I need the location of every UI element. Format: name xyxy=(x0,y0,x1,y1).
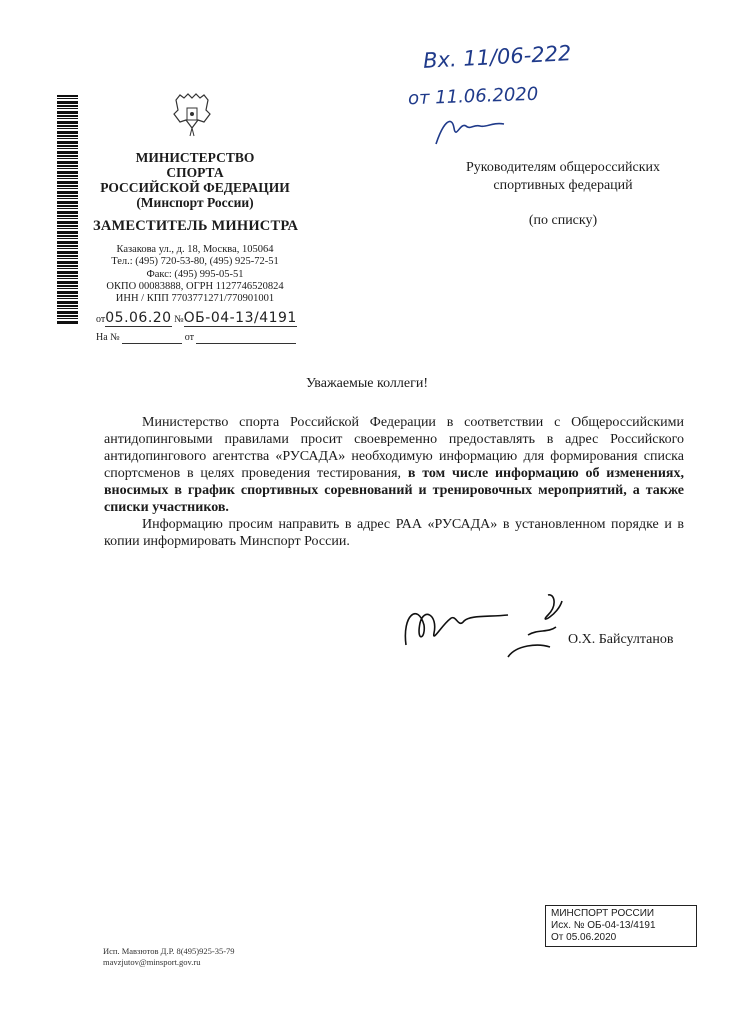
in-reply-label: На № xyxy=(96,332,120,343)
org-line: (Минспорт России) xyxy=(136,195,254,210)
outgoing-date: 05.06.20 xyxy=(105,310,172,326)
recipient-note: (по списку) xyxy=(528,213,598,228)
incoming-date: от 11.06.2020 xyxy=(407,83,539,110)
org-line: РОССИЙСКОЙ ФЕДЕРАЦИИ xyxy=(100,180,290,195)
barcode xyxy=(57,95,78,325)
executor-line: Исп. Мавзютов Д.Р. 8(495)925-35-79 xyxy=(103,946,235,956)
in-reply-date-line xyxy=(196,332,296,344)
contact-block xyxy=(90,244,300,305)
incoming-signature-icon xyxy=(430,112,510,152)
recipient-line: Руководителям общероссийских xyxy=(465,160,661,175)
paragraph: Информацию просим направить в адрес РАА «РУСАДА» в установленном порядке и в копии информировать Минспорт России. xyxy=(104,517,684,549)
outgoing-number: ОБ-04-13/4191 xyxy=(183,310,297,326)
org-line: МИНИСТЕРСТВО xyxy=(135,150,255,165)
executor-info xyxy=(103,946,235,968)
paragraph xyxy=(104,414,684,516)
contact-line: Казакова ул., д. 18, Москва, 105064 xyxy=(116,244,274,255)
in-reply-from-label: от xyxy=(184,332,194,343)
signatory-name: О.Х. Байсултанов xyxy=(568,632,674,647)
number-label: № xyxy=(174,314,184,325)
registration-box xyxy=(545,905,697,947)
in-reply-number-line xyxy=(122,332,182,344)
contact-line: ИНН / КПП 7703771271/770901001 xyxy=(115,293,275,305)
reg-line: Исх. № ОБ-04-13/4191 xyxy=(551,920,656,931)
incoming-number: Вх. 11/06-222 xyxy=(422,41,572,73)
recipient-block xyxy=(448,159,678,195)
coat-of-arms-icon xyxy=(170,92,214,140)
executor-email: mavzjutov@minsport.gov.ru xyxy=(103,957,201,967)
paragraph-bold-text: в том числе информацию об изменениях, вносимых в график спортивных соревнований и тренировочных мероприятий, а также списки участников. xyxy=(104,466,684,515)
signature-icon xyxy=(398,585,598,670)
letter-body xyxy=(104,414,684,550)
in-reply-row xyxy=(96,332,296,344)
reg-line: МИНСПОРТ РОССИИ xyxy=(551,908,655,919)
recipient-line: спортивных федераций xyxy=(493,178,633,193)
paragraph-text: Министерство спорта Российской Федерации в соответствии с Общероссийскими антидопинговыми правилами просит своевременно предоставлять в адрес Российского антидопингового агентства «РУСАДА» необходимую информацию для формирования списка спортсменов в целях проведения тестирования, xyxy=(104,415,684,481)
deputy-title: ЗАМЕСТИТЕЛЬ МИНИСТРА xyxy=(93,218,299,234)
contact-line: ОКПО 00083888, ОГРН 1127746520824 xyxy=(106,280,284,292)
outgoing-number-row xyxy=(96,310,297,327)
org-line: СПОРТА xyxy=(166,165,224,180)
reg-line: От 05.06.2020 xyxy=(551,932,617,943)
salutation: Уважаемые коллеги! xyxy=(305,376,429,391)
contact-line: Факс: (495) 995-05-51 xyxy=(146,268,244,280)
contact-line: Тел.: (495) 720-53-80, (495) 925-72-51 xyxy=(111,256,279,268)
from-label: от xyxy=(96,314,106,325)
ministry-name xyxy=(90,150,300,210)
